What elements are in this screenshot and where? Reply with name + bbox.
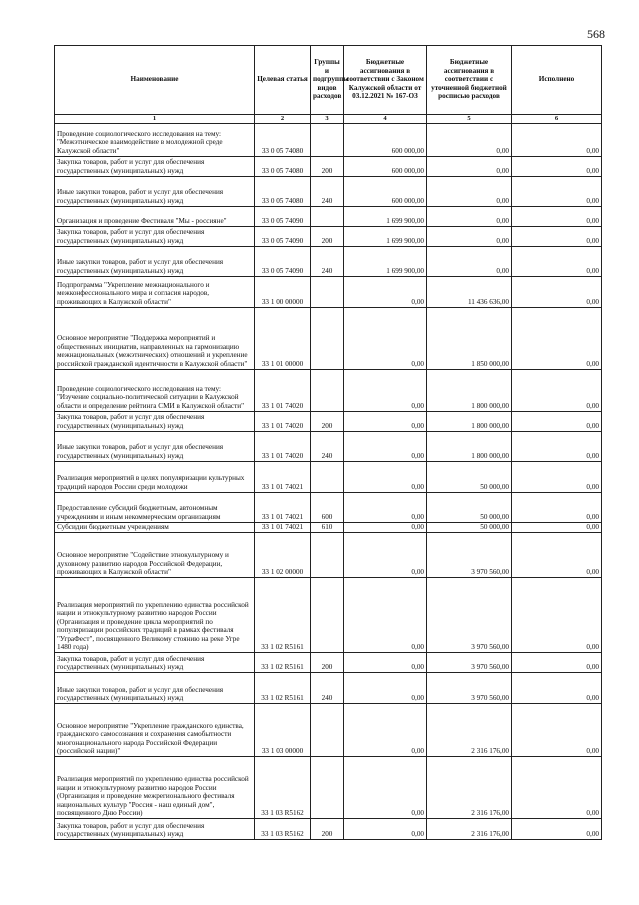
row-refined-amount: 3 970 560,00	[427, 653, 512, 673]
row-target-code: 33 1 01 74021	[255, 493, 311, 523]
row-name: Реализация мероприятий по укреплению единства российской нации и этнокультурному развитию народов России (Организация и проведение цикла мероприятий по популяризации российских традиций в рамках фестиваля "УграФест", посвященного Великому стоянию на реке Угре 1480 года)	[55, 578, 255, 653]
row-law-amount: 0,00	[344, 308, 427, 370]
row-group	[311, 704, 344, 757]
row-done-amount: 0,00	[512, 653, 602, 673]
row-name: Основное мероприятие "Укрепление гражданского единства, гражданского самосознания и сохранения самобытности многонационального народа Российской Федерации (российской нации)"	[55, 704, 255, 757]
table-row	[55, 704, 602, 757]
row-group	[311, 370, 344, 412]
row-target-code: 33 1 01 74021	[255, 462, 311, 493]
column-number-row	[55, 115, 602, 124]
row-refined-amount: 11 436 636,00	[427, 277, 512, 308]
row-name: Основное мероприятие "Содействие этнокультурному и духовному развитию народов Российской Федерации, проживающих в Калужской области"	[55, 533, 255, 578]
row-refined-amount: 0,00	[427, 227, 512, 247]
row-refined-amount: 0,00	[427, 247, 512, 277]
row-name: Закупка товаров, работ и услуг для обеспечения государственных (муниципальных) нужд	[55, 412, 255, 432]
row-target-code: 33 1 03 00000	[255, 704, 311, 757]
row-target-code: 33 1 01 74020	[255, 412, 311, 432]
row-done-amount: 0,00	[512, 523, 602, 533]
row-group	[311, 462, 344, 493]
row-refined-amount: 0,00	[427, 177, 512, 207]
table-row	[55, 757, 602, 819]
row-refined-amount: 0,00	[427, 124, 512, 157]
table-row	[55, 533, 602, 578]
row-target-code: 33 1 01 74021	[255, 523, 311, 533]
row-name: Подпрограмма "Укрепление межнационального и межконфессионального мира и согласия народов, проживающих в Калужской области"	[55, 277, 255, 308]
row-name: Закупка товаров, работ и услуг для обеспечения государственных (муниципальных) нужд	[55, 819, 255, 840]
row-law-amount: 0,00	[344, 653, 427, 673]
header-name: Наименование	[55, 46, 255, 115]
row-done-amount: 0,00	[512, 157, 602, 177]
table-row	[55, 277, 602, 308]
row-group: 600	[311, 493, 344, 523]
row-refined-amount: 2 316 176,00	[427, 704, 512, 757]
table-row	[55, 819, 602, 840]
row-done-amount: 0,00	[512, 819, 602, 840]
table-row	[55, 157, 602, 177]
row-law-amount: 0,00	[344, 432, 427, 462]
row-target-code: 33 0 05 74090	[255, 207, 311, 227]
row-law-amount: 0,00	[344, 277, 427, 308]
row-law-amount: 600 000,00	[344, 157, 427, 177]
row-name: Закупка товаров, работ и услуг для обеспечения государственных (муниципальных) нужд	[55, 157, 255, 177]
row-done-amount: 0,00	[512, 207, 602, 227]
row-name: Иные закупки товаров, работ и услуг для обеспечения государственных (муниципальных) нужд	[55, 247, 255, 277]
row-done-amount: 0,00	[512, 124, 602, 157]
table-row	[55, 207, 602, 227]
row-target-code: 33 1 00 00000	[255, 277, 311, 308]
row-refined-amount: 50 000,00	[427, 523, 512, 533]
row-law-amount: 1 699 900,00	[344, 207, 427, 227]
row-refined-amount: 0,00	[427, 207, 512, 227]
column-number: 5	[427, 115, 512, 124]
table-row	[55, 578, 602, 653]
row-refined-amount: 1 850 000,00	[427, 308, 512, 370]
row-group: 610	[311, 523, 344, 533]
row-target-code: 33 0 05 74080	[255, 157, 311, 177]
row-refined-amount: 1 800 000,00	[427, 370, 512, 412]
row-target-code: 33 1 02 R5161	[255, 673, 311, 704]
table-row	[55, 432, 602, 462]
row-law-amount: 0,00	[344, 493, 427, 523]
budget-table	[54, 45, 602, 840]
header-target: Целевая статья	[255, 46, 311, 115]
row-done-amount: 0,00	[512, 370, 602, 412]
row-name: Предоставление субсидий бюджетным, автономным учреждениям и иным некоммерческим организациям	[55, 493, 255, 523]
row-refined-amount: 2 316 176,00	[427, 757, 512, 819]
row-group: 240	[311, 177, 344, 207]
row-done-amount: 0,00	[512, 462, 602, 493]
row-name: Реализация мероприятий по укреплению единства российской нации и этнокультурному развитию народов России (Организация и проведение межрегионального фестиваля национальных культур "Россия - наш единый дом", посвященного Дню России)	[55, 757, 255, 819]
row-name: Закупка товаров, работ и услуг для обеспечения государственных (муниципальных) нужд	[55, 653, 255, 673]
table-row	[55, 493, 602, 523]
table-row	[55, 308, 602, 370]
row-group: 240	[311, 247, 344, 277]
row-name: Иные закупки товаров, работ и услуг для обеспечения государственных (муниципальных) нужд	[55, 432, 255, 462]
row-group	[311, 277, 344, 308]
row-refined-amount: 3 970 560,00	[427, 533, 512, 578]
row-group: 200	[311, 157, 344, 177]
row-done-amount: 0,00	[512, 177, 602, 207]
row-done-amount: 0,00	[512, 227, 602, 247]
row-law-amount: 1 699 900,00	[344, 247, 427, 277]
row-group	[311, 207, 344, 227]
row-refined-amount: 50 000,00	[427, 493, 512, 523]
row-done-amount: 0,00	[512, 673, 602, 704]
row-group: 240	[311, 673, 344, 704]
row-done-amount: 0,00	[512, 432, 602, 462]
row-group: 200	[311, 412, 344, 432]
table-row	[55, 227, 602, 247]
row-done-amount: 0,00	[512, 412, 602, 432]
row-law-amount: 0,00	[344, 462, 427, 493]
column-number: 3	[311, 115, 344, 124]
row-refined-amount: 3 970 560,00	[427, 673, 512, 704]
table-row	[55, 370, 602, 412]
row-name: Закупка товаров, работ и услуг для обеспечения государственных (муниципальных) нужд	[55, 227, 255, 247]
row-group: 240	[311, 432, 344, 462]
row-law-amount: 0,00	[344, 412, 427, 432]
row-name: Реализация мероприятий в целях популяризации культурных традиций народов России среди молодежи	[55, 462, 255, 493]
header-law: Бюджетные ассигнования в соответствии с Законом Калужской области от 03.12.2021 № 167-ОЗ	[344, 46, 427, 115]
row-group: 200	[311, 819, 344, 840]
row-done-amount: 0,00	[512, 533, 602, 578]
column-number: 4	[344, 115, 427, 124]
row-refined-amount: 0,00	[427, 157, 512, 177]
row-done-amount: 0,00	[512, 704, 602, 757]
table-row	[55, 124, 602, 157]
page-number: 568	[587, 27, 605, 41]
row-done-amount: 0,00	[512, 247, 602, 277]
table-row	[55, 177, 602, 207]
column-number: 1	[55, 115, 255, 124]
row-done-amount: 0,00	[512, 277, 602, 308]
row-target-code: 33 1 02 00000	[255, 533, 311, 578]
row-name: Субсидии бюджетным учреждениям	[55, 523, 255, 533]
row-law-amount: 0,00	[344, 370, 427, 412]
table-row	[55, 462, 602, 493]
row-done-amount: 0,00	[512, 308, 602, 370]
row-law-amount: 0,00	[344, 578, 427, 653]
row-law-amount: 0,00	[344, 673, 427, 704]
table-row	[55, 523, 602, 533]
row-done-amount: 0,00	[512, 493, 602, 523]
row-refined-amount: 50 000,00	[427, 462, 512, 493]
row-refined-amount: 1 800 000,00	[427, 412, 512, 432]
table-row	[55, 653, 602, 673]
row-group	[311, 757, 344, 819]
row-target-code: 33 1 01 00000	[255, 308, 311, 370]
row-done-amount: 0,00	[512, 757, 602, 819]
row-refined-amount: 2 316 176,00	[427, 819, 512, 840]
row-target-code: 33 1 02 R5161	[255, 578, 311, 653]
row-target-code: 33 0 05 74080	[255, 124, 311, 157]
row-law-amount: 0,00	[344, 533, 427, 578]
header-group: Группы и подгруппы видов расходов	[311, 46, 344, 115]
column-number: 2	[255, 115, 311, 124]
row-refined-amount: 1 800 000,00	[427, 432, 512, 462]
row-target-code: 33 0 05 74090	[255, 227, 311, 247]
table-row	[55, 247, 602, 277]
table-row	[55, 412, 602, 432]
row-group	[311, 578, 344, 653]
row-target-code: 33 1 02 R5161	[255, 653, 311, 673]
row-group: 200	[311, 227, 344, 247]
row-name: Проведение социологического исследования на тему: "Межэтническое взаимодействие в молодежной среде Калужской области"	[55, 124, 255, 157]
row-law-amount: 0,00	[344, 523, 427, 533]
row-name: Проведение социологического исследования на тему: "Изучение социально-политической ситуации в Калужской области и определение рейтинга СМИ в Калужской области"	[55, 370, 255, 412]
row-name: Основное мероприятие "Поддержка мероприятий и общественных инициатив, направленных на гармонизацию межнациональных (межэтнических) отношений и укрепление российской гражданской идентичности в Калужской области"	[55, 308, 255, 370]
row-law-amount: 0,00	[344, 757, 427, 819]
row-target-code: 33 1 01 74020	[255, 432, 311, 462]
row-target-code: 33 1 03 R5162	[255, 819, 311, 840]
row-done-amount: 0,00	[512, 578, 602, 653]
table-row	[55, 673, 602, 704]
row-group	[311, 308, 344, 370]
row-group	[311, 533, 344, 578]
row-target-code: 33 1 01 74020	[255, 370, 311, 412]
column-number: 6	[512, 115, 602, 124]
row-target-code: 33 1 03 R5162	[255, 757, 311, 819]
row-law-amount: 0,00	[344, 704, 427, 757]
row-group	[311, 124, 344, 157]
row-law-amount: 0,00	[344, 819, 427, 840]
header-row	[55, 46, 602, 115]
row-law-amount: 600 000,00	[344, 124, 427, 157]
row-target-code: 33 0 05 74090	[255, 247, 311, 277]
row-name: Иные закупки товаров, работ и услуг для обеспечения государственных (муниципальных) нужд	[55, 177, 255, 207]
row-law-amount: 600 000,00	[344, 177, 427, 207]
row-target-code: 33 0 05 74080	[255, 177, 311, 207]
row-refined-amount: 3 970 560,00	[427, 578, 512, 653]
header-refined: Бюджетные ассигнования в соответствии с уточненной бюджетной росписью расходов	[427, 46, 512, 115]
row-name: Организация и проведение Фестиваля "Мы - россияне"	[55, 207, 255, 227]
header-done: Исполнено	[512, 46, 602, 115]
row-law-amount: 1 699 900,00	[344, 227, 427, 247]
row-name: Иные закупки товаров, работ и услуг для обеспечения государственных (муниципальных) нужд	[55, 673, 255, 704]
row-group: 200	[311, 653, 344, 673]
